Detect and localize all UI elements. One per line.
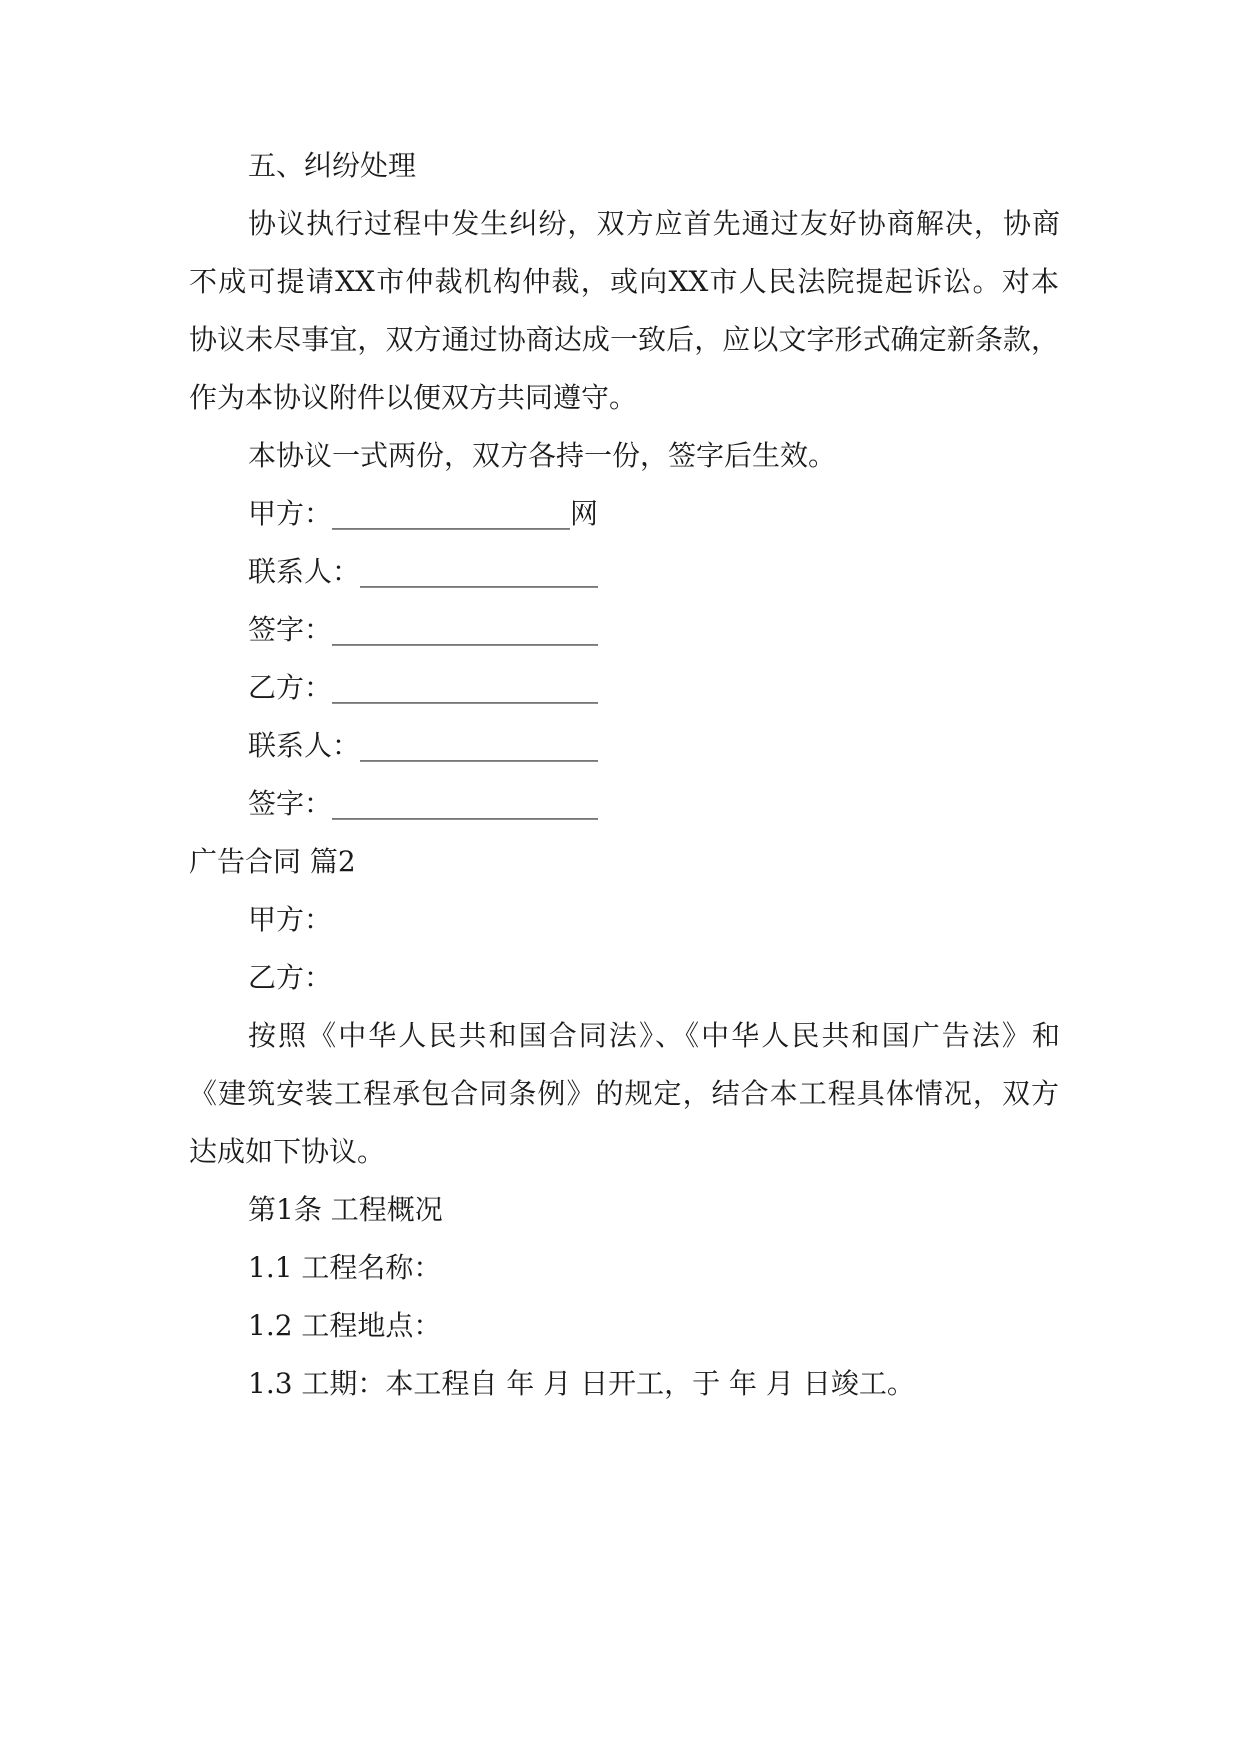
- paragraph-line: 协议未尽事宜，双方通过协商达成一致后，应以文字形式确定新条款，: [189, 323, 1059, 356]
- article-item: 1.2 工程地点：: [248, 1309, 442, 1342]
- signature-field-party-a: 甲方：_________________网: [248, 497, 599, 530]
- signature-field-contact: 联系人：_________________: [248, 555, 599, 588]
- paragraph-line: 达成如下协议。: [189, 1135, 386, 1168]
- paragraph-line: 《建筑安装工程承包合同条例》的规定，结合本工程具体情况，双方: [189, 1077, 1059, 1110]
- contract-title: 广告合同 篇2: [189, 845, 356, 878]
- signature-field-sign: 签字：___________________: [248, 613, 599, 646]
- party-b-label: 乙方：: [248, 961, 333, 994]
- party-a-label: 甲方：: [248, 903, 333, 936]
- signature-field-sign: 签字：___________________: [248, 787, 599, 820]
- signature-field-contact: 联系人：_________________: [248, 729, 599, 762]
- paragraph-line: 协议执行过程中发生纠纷，双方应首先通过友好协商解决，协商: [248, 207, 1060, 240]
- paragraph-line: 作为本协议附件以便双方共同遵守。: [189, 381, 638, 414]
- article-item: 1.1 工程名称：: [248, 1251, 442, 1284]
- paragraph-line: 本协议一式两份，双方各持一份，签字后生效。: [248, 439, 837, 472]
- paragraph-line: 按照《中华人民共和国合同法》、《中华人民共和国广告法》和: [248, 1019, 1060, 1052]
- article-heading: 第1条 工程概况: [248, 1193, 443, 1226]
- signature-field-party-b: 乙方：___________________: [248, 671, 599, 704]
- section-heading: 五、纠纷处理: [248, 149, 417, 182]
- article-item: 1.3 工期：本工程自 年 月 日开工，于 年 月 日竣工。: [248, 1367, 915, 1400]
- paragraph-line: 不成可提请XX市仲裁机构仲裁，或向XX市人民法院提起诉讼。对本: [189, 265, 1059, 298]
